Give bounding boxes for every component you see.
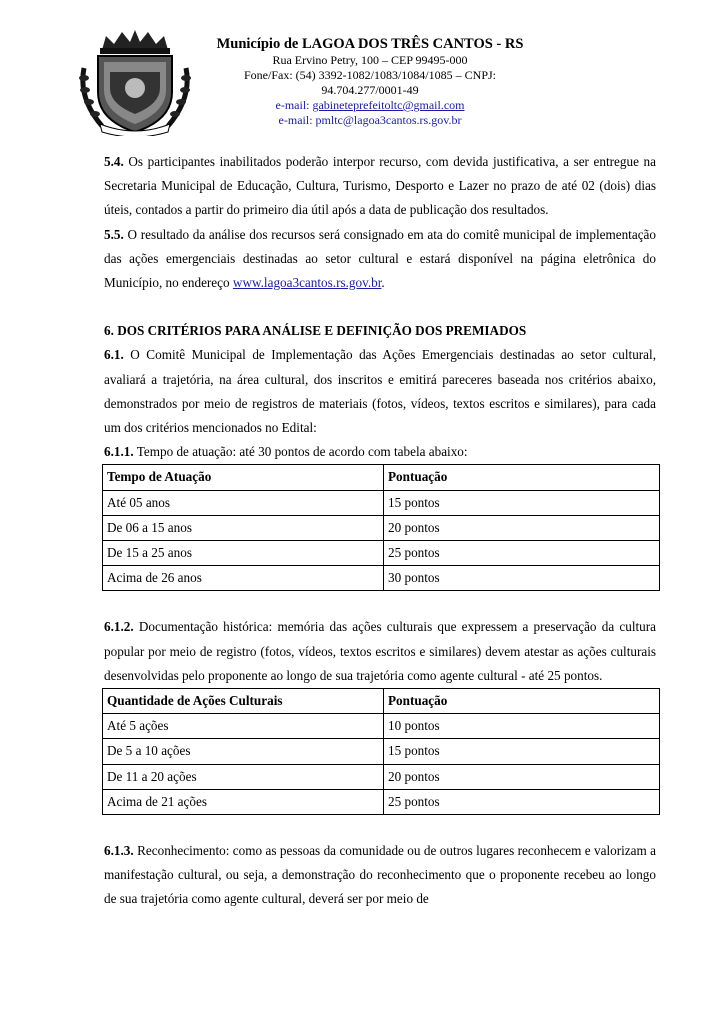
- table-row: [103, 541, 660, 566]
- item-number-6-1: 6.1.: [104, 347, 124, 363]
- municipality-title: Município de LAGOA DOS TRÊS CANTOS - RS: [216, 36, 524, 52]
- email-address-2[interactable]: pmltc@lagoa3cantos.rs.gov.br: [315, 113, 462, 127]
- column-header: Pontuação: [384, 465, 660, 490]
- email-line-1: [200, 98, 540, 113]
- table-header-row: [103, 689, 660, 714]
- table-row: [103, 515, 660, 540]
- paragraph-5-5-text: O resultado da análise dos recursos será consignado em ata do comitê municipal de implementação das ações emergenciais destinadas ao setor cultural e estará disponível na página eletrônica do Município, no endereço: [104, 226, 656, 291]
- municipal-crest-icon: [76, 28, 194, 136]
- paragraph-6-1-1: [104, 440, 656, 464]
- paragraph-5-4-text: Os participantes inabilitados poderão interpor recurso, com devida justificativa, a ser entregue na Secretaria Municipal de Educação, Cultura, Turismo, Desporto e Lazer no prazo de até 02 (dois) dias úteis, contados a partir do primeiro dia útil após a data de publicação dos resultados.: [104, 154, 656, 218]
- email-label-2: e-mail:: [278, 113, 313, 127]
- table-cell: 15 pontos: [384, 490, 660, 515]
- table-cell: De 06 a 15 anos: [103, 515, 384, 540]
- paragraph-5-5: [104, 223, 656, 296]
- paragraph-5-4: [104, 150, 656, 223]
- item-number-6-1-2: 6.1.2.: [104, 619, 134, 635]
- table-cell: Acima de 26 anos: [103, 566, 384, 591]
- item-number-5-4: 5.4.: [104, 154, 124, 169]
- table-cell: 15 pontos: [384, 739, 660, 764]
- paragraph-6-1-text: O Comitê Municipal de Implementação das Ações Emergenciais destinadas ao setor cultural, avaliará a trajetória, na área cultural, dos inscritos e emitirá pareceres baseada nos critérios abaixo, demonstrados por meio de registros de materiais (fotos, vídeos, textos escritos e similares), para cada um dos critérios mencionados no Edital:: [104, 347, 656, 436]
- spacer: [104, 591, 656, 615]
- spacer: [104, 815, 656, 839]
- letterhead: [0, 0, 724, 140]
- phone-line: Fone/Fax: (54) 3392-1082/1083/1084/1085 – CNPJ: 94.704.277/0001-49: [243, 68, 496, 97]
- column-header: Tempo de Atuação: [103, 465, 384, 490]
- table-cell: De 5 a 10 ações: [103, 739, 384, 764]
- table-cell: 10 pontos: [384, 714, 660, 739]
- table-cell: Até 5 ações: [103, 714, 384, 739]
- cultural-actions-table: [102, 688, 660, 815]
- item-number-5-5: 5.5.: [104, 226, 124, 242]
- column-header: Quantidade de Ações Culturais: [103, 689, 384, 714]
- table-cell: De 15 a 25 anos: [103, 541, 384, 566]
- table-row: [103, 490, 660, 515]
- paragraph-6-1-3-text: Reconhecimento: como as pessoas da comunidade ou de outros lugares reconhecem e valorizam a manifestação cultural, ou seja, a demonstração do reconhecimento que o proponente recebeu ao longo de sua trajetória como agente cultural, deverá ser por meio de: [104, 843, 656, 907]
- table-cell: Até 05 anos: [103, 490, 384, 515]
- table-cell: 20 pontos: [384, 515, 660, 540]
- column-header: Pontuação: [384, 689, 660, 714]
- email-label-1: e-mail:: [275, 98, 310, 112]
- table-row: [103, 789, 660, 814]
- table-cell: 25 pontos: [384, 789, 660, 814]
- paragraph-6-1-3: [104, 839, 656, 912]
- paragraph-6-1-2-text: Documentação histórica: memória das ações culturais que expressem a preservação da cultura popular por meio de registro (fotos, vídeos, textos escritos e similares) devem atestar as ações culturais desenvolvidas pelo proponente ao longo de sua trajetória como agente cultural - até 25 pontos.: [104, 619, 656, 683]
- spacer: [104, 295, 656, 319]
- table-header-row: [103, 465, 660, 490]
- table-cell: Acima de 21 ações: [103, 789, 384, 814]
- table-cell: 20 pontos: [384, 764, 660, 789]
- section-6-heading: [104, 319, 656, 343]
- paragraph-6-1-2: [104, 615, 656, 688]
- table-row: [103, 764, 660, 789]
- item-number-6-1-3: 6.1.3.: [104, 843, 134, 859]
- website-link[interactable]: www.lagoa3cantos.rs.gov.br: [232, 275, 382, 291]
- table-cell: De 11 a 20 ações: [103, 764, 384, 789]
- table-row: [103, 714, 660, 739]
- address-line: Rua Ervino Petry, 100 – CEP 99495-000: [272, 53, 468, 67]
- paragraph-6-1: [104, 343, 656, 440]
- acting-time-table: [102, 464, 660, 591]
- table-row: [103, 566, 660, 591]
- email-link-1[interactable]: gabineteprefeitoltc@gmail.com: [312, 98, 465, 112]
- letterhead-text: [200, 36, 540, 128]
- section-6-title: 6. DOS CRITÉRIOS PARA ANÁLISE E DEFINIÇÃO DOS PREMIADOS: [104, 323, 527, 339]
- table-cell: 30 pontos: [384, 566, 660, 591]
- document-body: [104, 150, 656, 912]
- table-row: [103, 739, 660, 764]
- paragraph-6-1-1-text: Tempo de atuação: até 30 pontos de acordo com tabela abaixo:: [136, 444, 468, 460]
- email-line-2: [200, 113, 540, 128]
- table-cell: 25 pontos: [384, 541, 660, 566]
- paragraph-5-5-end: .: [381, 275, 385, 291]
- item-number-6-1-1: 6.1.1.: [104, 444, 134, 460]
